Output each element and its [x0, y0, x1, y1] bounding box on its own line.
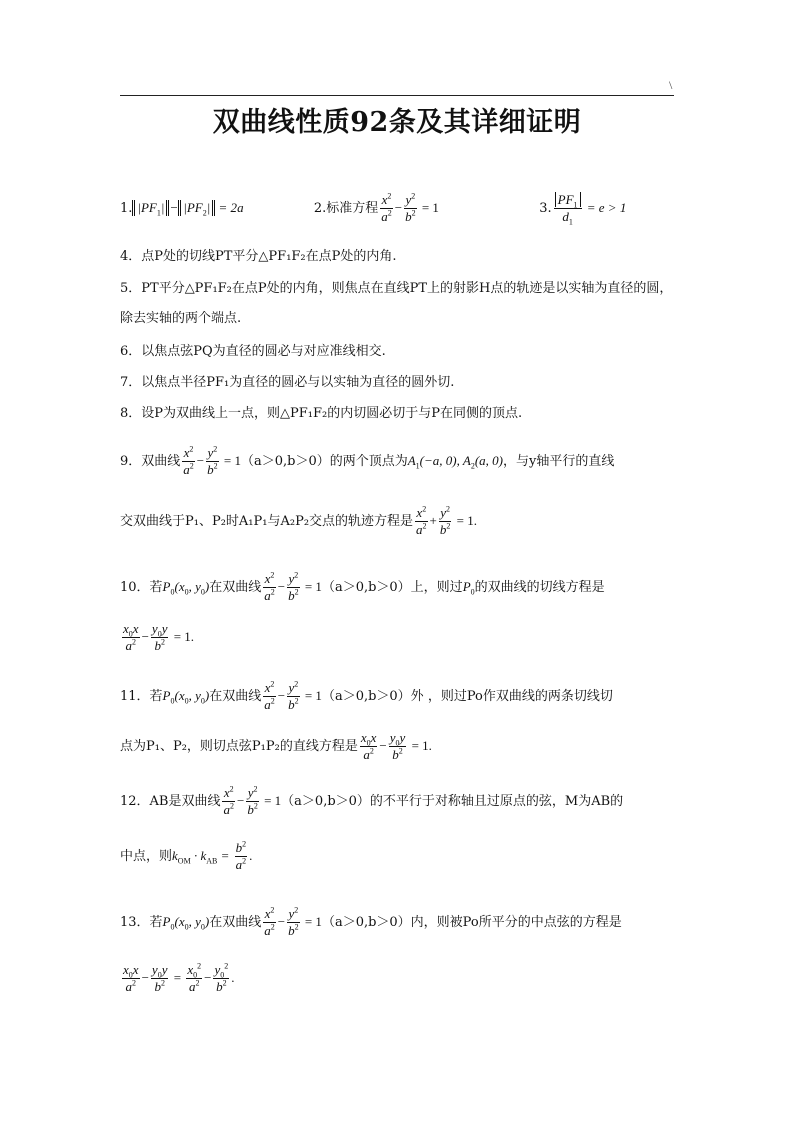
property-12-line-2: 中点，则$k_{OM} \cdot k_{AB}$ = $\frac{b^2}{a^2}$ .: [120, 839, 253, 872]
tangent-frac-y: $\frac{y_0y}{b^2}$: [151, 621, 168, 653]
corner-mark: \: [669, 78, 673, 92]
point-p0-ref: $P_0$: [462, 579, 475, 597]
property-11-text-a: 11．若: [120, 689, 163, 704]
property-6: 6．以焦点弦PQ为直径的圆必与对应准线相交.: [120, 344, 386, 359]
property-11-line-2: 点为P₁、P₂，则切点弦P₁P₂的直线方程是 $\frac{x_0x}{a^2}$ − $\frac{y_0y}{b^2}$ = 1.: [120, 730, 432, 762]
property-3-frac: $\frac{PF_1}{d_1}$: [554, 192, 582, 225]
property-12-text-b: （a＞0,b＞0）的不平行于对称轴且过原点的弦，M为AB的: [281, 794, 624, 809]
property-4: 4．点P处的切线PT平分△PF₁F₂在点P处的内角.: [120, 249, 397, 264]
property-10-line-1: 10．若$P_0(x_0$, $y_0$)在双曲线 $\frac{x^2}{a^2}$ − $\frac{y^2}{b^2}$ = 1（a＞0,b＞0）上，则过$P_0$的双曲线的切线方程是: [120, 570, 605, 603]
property-2-frac-x: $\frac{x^2}{a^2}$: [381, 191, 392, 224]
property-11-line-1: 11．若$P_0(x_0$, $y_0$)在双曲线 $\frac{x^2}{a^2}$ − $\frac{y^2}{b^2}$ = 1（a＞0,b＞0）外 ，则过Po作双曲线的两条切线切: [120, 679, 613, 712]
property-11-text-c: （a＞0,b＞0）外 ，则过Po作双曲线的两条切线切: [321, 689, 613, 704]
property-9-line-1: 9．双曲线 $\frac{x^2}{a^2}$ − $\frac{y^2}{b^2}$ = 1（a＞0,b＞0）的两个顶点为$A_1(-a$, 0), $A_2(a$, 0)，与y轴平行的直线: [120, 444, 615, 477]
page-title: 双曲线性质92条及其详细证明: [212, 107, 582, 138]
property-2-label: 2.标准方程: [313, 201, 379, 216]
property-5: 5．PT平分△PF₁F₂在点P处的内角，则焦点在直线PT上的射影H点的轨迹是以实轴为直径的圆，除去实轴的两个端点.: [120, 281, 673, 326]
property-13-text-b: 在双曲线: [209, 915, 262, 930]
hyperbola-frac-x: $\frac{x^2}{a^2}$: [183, 444, 194, 477]
header-rule: [120, 95, 674, 96]
ellipse-frac-y: $\frac{y^2}{b^2}$: [439, 504, 451, 537]
property-10-text-a: 10．若: [120, 580, 163, 595]
ellipse-frac-x: $\frac{x^2}{a^2}$: [416, 504, 427, 537]
slope-product: $k_{OM} \cdot k_{AB}$ =: [172, 848, 233, 866]
property-1-3: 1. $|PF_1| - |PF_2| = 2a$ 2.标准方程 $\frac{x^2}{a^2}$ − $\frac{y^2}{b^2}$ = 1 3. $\frac{PF_1}{d_1}$ = e > 1: [120, 191, 627, 227]
property-9-text-a: 9．双曲线: [120, 454, 181, 469]
property-9-text-c: ，与y轴平行的直线: [502, 454, 615, 469]
property-3-label: 3.: [539, 201, 552, 216]
property-10-text-d: 的双曲线的切线方程是: [474, 580, 605, 595]
property-9-line-2: 交双曲线于P₁、P₂时A₁P₁与A₂P₂交点的轨迹方程是 $\frac{x^2}{a^2}$ + $\frac{y^2}{b^2}$ = 1.: [120, 504, 477, 537]
property-9-text-d: 交双曲线于P₁、P₂时A₁P₁与A₂P₂交点的轨迹方程是: [120, 514, 414, 529]
property-11-text-d: 点为P₁、P₂，则切点弦P₁P₂的直线方程是: [120, 739, 358, 754]
property-8: 8．设P为双曲线上一点，则△PF₁F₂的内切圆必切于与P在同侧的顶点.: [120, 406, 523, 421]
property-10-text-b: 在双曲线: [209, 580, 262, 595]
property-13-line-2: $\frac{x_0x}{a^2}$ − $\frac{y_0y}{b^2}$ = $\frac{x_0^2}{a^2}$ − $\frac{y_0^2}{b^2}$ .: [123, 961, 235, 994]
property-12-text-c: 中点，则: [120, 849, 173, 864]
property-12-text-a: 12．AB是双曲线: [120, 794, 221, 809]
property-12-line-1: 12．AB是双曲线 $\frac{x^2}{a^2}$ − $\frac{y^2}{b^2}$ = 1（a＞0,b＞0）的不平行于对称轴且过原点的弦，M为AB的: [120, 784, 624, 817]
property-11-text-b: 在双曲线: [209, 689, 262, 704]
tangent-frac-x: $\frac{x_0x}{a^2}$: [123, 621, 139, 653]
hyperbola-frac-y: $\frac{y^2}{b^2}$: [207, 444, 218, 477]
property-2-frac-y: $\frac{y^2}{b^2}$: [405, 191, 416, 224]
slope-frac: $\frac{b^2}{a^2}$: [235, 839, 247, 872]
point-p0: $P_0(x_0$, $y_0$): [162, 579, 210, 597]
property-1-formula: $|PF_1| - |PF_2| = 2a$: [132, 200, 243, 215]
property-7: 7．以焦点半径PF₁为直径的圆必与以实轴为直径的圆外切.: [120, 375, 455, 390]
property-10-text-c: （a＞0,b＞0）上，则过: [321, 580, 463, 595]
property-1-label: 1.: [120, 201, 133, 216]
property-10-line-2: $\frac{x_0x}{a^2}$ − $\frac{y_0y}{b^2}$ = 1.: [123, 621, 195, 653]
property-13-line-1: 13．若$P_0(x_0$, $y_0$)在双曲线 $\frac{x^2}{a^2}$ − $\frac{y^2}{b^2}$ = 1（a＞0,b＞0）内，则被Po所平分的中点弦的方程是: [120, 905, 622, 938]
vertices-formula: $A_1(-a$, 0), $A_2(a$, 0): [407, 453, 503, 471]
property-13-text-a: 13．若: [120, 915, 163, 930]
property-9-text-b: （a＞0,b＞0）的两个顶点为: [240, 454, 408, 469]
property-13-text-c: （a＞0,b＞0）内，则被Po所平分的中点弦的方程是: [321, 915, 622, 930]
